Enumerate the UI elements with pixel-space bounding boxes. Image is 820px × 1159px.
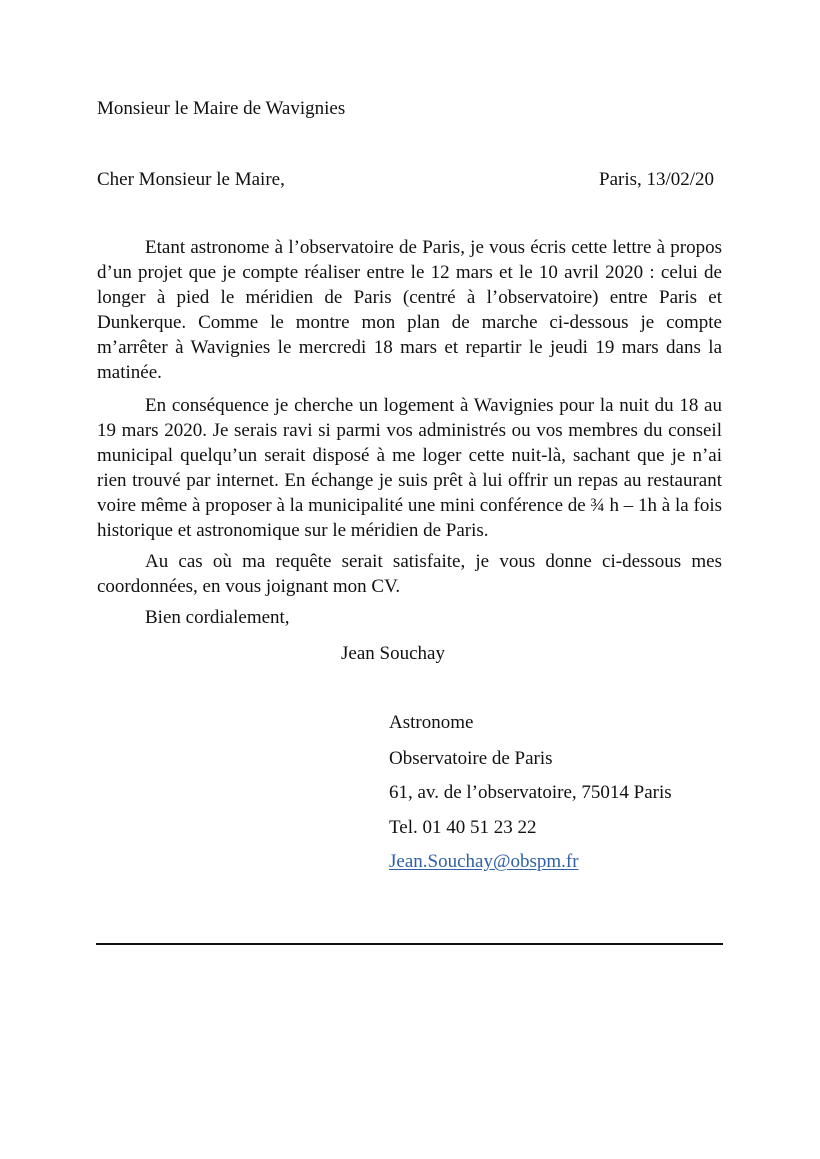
paragraph-1: [97, 235, 722, 385]
contact-email-link[interactable]: Jean.Souchay@obspm.fr: [389, 851, 579, 872]
contact-organization: Observatoire de Paris: [389, 748, 553, 769]
paragraph-2: [97, 393, 722, 543]
paragraph-line: voire même à proposer à la municipalité une mini conférence de ¾ h – 1h à la fois: [97, 495, 722, 516]
paragraph-line: d’un projet que je compte réaliser entre le 12 mars et le 10 avril 2020 : celui de: [97, 262, 722, 283]
paragraph-3: [97, 549, 722, 599]
paragraph-line: 19 mars 2020. Je serais ravi si parmi vos administrés ou vos membres du conseil: [97, 420, 722, 441]
contact-address: 61, av. de l’observatoire, 75014 Paris: [389, 782, 672, 803]
paragraph-line: historique et astronomique sur le méridien de Paris.: [97, 520, 489, 541]
contact-title: Astronome: [389, 712, 474, 733]
paragraph-line: municipal quelqu’un serait disposé à me loger cette nuit-là, sachant que je n’ai: [97, 445, 722, 466]
paragraph-line: Dunkerque. Comme le montre mon plan de marche ci-dessous je compte: [97, 312, 722, 333]
paragraph-line: Au cas où ma requête serait satisfaite, je vous donne ci-dessous mes: [145, 551, 722, 572]
greeting: Cher Monsieur le Maire,: [97, 169, 285, 190]
horizontal-divider: [96, 943, 723, 945]
paragraph-line: Etant astronome à l’observatoire de Paris, je vous écris cette lettre à propos: [145, 237, 722, 258]
recipient-line: Monsieur le Maire de Wavignies: [97, 98, 346, 119]
closing: Bien cordialement,: [145, 607, 290, 628]
paragraph-line: coordonnées, en vous joignant mon CV.: [97, 576, 401, 597]
contact-phone: Tel. 01 40 51 23 22: [389, 817, 537, 838]
paragraph-line: En conséquence je cherche un logement à Wavignies pour la nuit du 18 au: [145, 395, 722, 416]
place-date: Paris, 13/02/20: [599, 169, 715, 190]
paragraph-line: matinée.: [97, 362, 162, 383]
paragraph-line: m’arrêter à Wavignies le mercredi 18 mars et repartir le jeudi 19 mars dans la: [97, 337, 722, 358]
signature: Jean Souchay: [341, 643, 445, 664]
paragraph-line: rien trouvé par internet. En échange je suis prêt à lui offrir un repas au restaurant: [97, 470, 722, 491]
paragraph-line: longer à pied le méridien de Paris (centré à l’observatoire) entre Paris et: [97, 287, 722, 308]
